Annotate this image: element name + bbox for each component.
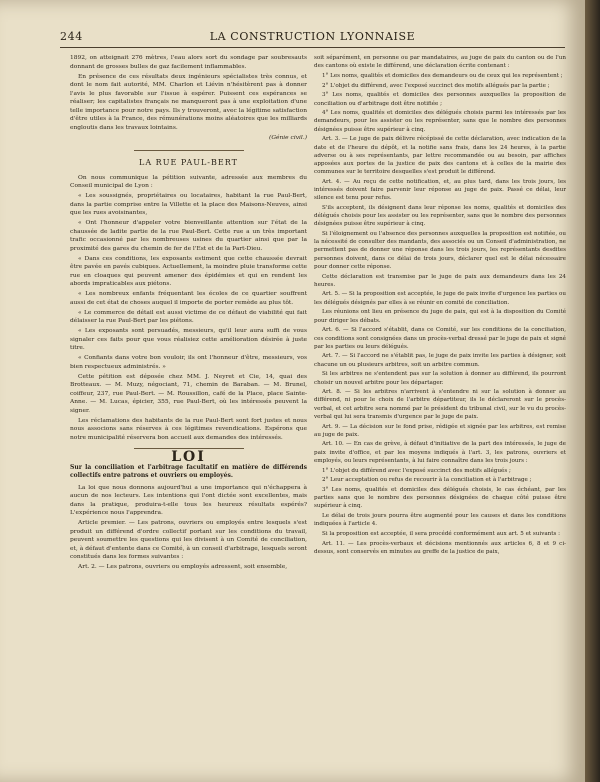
paragraph: Les réclamations des habitants de la rue Paul-Bert sont fort justes et nous nous associons sans réserves à ces légitimes revendications. Espérons que notre municipalité réservera bon accueil aux demandes des intéressés. [70,417,307,441]
paragraph: « Les soussignés, propriétaires ou locataires, habitant la rue Paul-Bert, dans la partie comprise entre la Villette et la place des Maisons-Neuves, ainsi que les rues avoisinantes, [70,193,307,216]
paragraph: Art. 9. — La décision sur le fond prise, rédigée et signée par les arbitres, est remise au juge de paix. [314,423,566,438]
paragraph: Le délai de trois jours pourra être augmenté pour les causes et dans les conditions indiquées à l'article 4. [314,513,566,528]
paragraph: « Le commerce de détail est aussi victime de ce défaut de viabilité qui fait délaisser la rue Paul-Bert par les piétons. [70,309,307,324]
page-number: 244 [60,30,83,43]
left-column [70,54,307,759]
paragraph: 2° L'objet du différend, avec l'exposé succinct des motifs allégués par la partie ; [322,82,550,89]
paragraph: Art. 2. — Les patrons, ouvriers ou employés adressent, soit ensemble, [78,564,288,570]
paragraph: Art. 6. — Si l'accord s'établit, dans ce Comité, sur les conditions de la conciliation, ces conditions sont consignées dans un procès-verbal dressé par le juge de paix et signé par les parties ou leurs délégués. [314,327,566,350]
paragraph: « Confiants dans votre bon vouloir, ils ont l'honneur d'être, messieurs, vos bien respectueux administrés. » [70,355,307,370]
loi-subtitle: Sur la conciliation et l'arbitrage facultatif en matière de différends collectifs entre patrons et ouvriers ou employés. [70,463,307,479]
paragraph: Les réunions ont lieu en présence du juge de paix, qui est à la disposition du Comité pour diriger les débats. [314,309,566,324]
paragraph: 3° Les noms, qualités et domiciles des délégués choisis, le cas échéant, par les parties sans que le nombre des personnes désignées de chaque côté puisse être supérieur à cinq. [314,486,566,510]
right-column [314,54,566,774]
paragraph: soit séparément, en personne ou par mandataires, au juge de paix du canton ou de l'un des cantons où existe le différend, une déclaration écrite contenant : [314,55,566,70]
paragraph: Art. 3. — Le juge de paix délivre récépissé de cette déclaration, avec indication de la date et de l'heure du dépôt, et la notifie sans frais, dans les 24 heures, à la partie adverse ou à ses représentants, par lettre recommandée ou au besoin, par affiches apposées aux portes de la justice de paix des cantons et à celles de la mairie des communes sur le territoire desquelles s'est produit le différend. [314,136,566,176]
paragraph: Article premier. — Les patrons, ouvriers ou employés entre lesquels s'est produit un différend d'ordre collectif portant sur les conditions du travail, peuvent soumettre les questions qui les divisent à un Comité de conciliation, et, à défaut d'entente dans ce Comité, à un conseil d'arbitrage, lesquels seront constitués dans les formes suivantes : [70,520,307,560]
paragraph: Si l'éloignement ou l'absence des personnes auxquelles la proposition est notifiée, ou la nécessité de consulter des mandants, des associés ou un Conseil d'administration, ne permettent pas de donner une réponse dans les trois jours, les représentants desdites personnes doivent, dans ce délai de trois jours, déclarer quel est le délai nécessaire pour donner cette réponse. [314,231,566,270]
paragraph: 1892, on atteignait 276 mètres, l'eau alors sort du sondage par soubresauts donnant de grosses bulles de gaz facilement inflammables. [70,55,307,70]
paragraph: « Dans ces conditions, les exposants estiment que cette chaussée devrait être pavée en pavés cubiques. Actuellement, la moindre pluie transforme cette rue en cloaques qui peuvent amener des épidémies et qui en rendent les abords impraticables aux piétons. [70,255,307,287]
paragraph: Si la proposition est acceptée, il sera procédé conformément aux art. 5 et suivants : [322,530,561,537]
paragraph: 1° L'objet du différend avec l'exposé succinct des motifs allégués ; [322,467,511,474]
paragraph: 3° Les noms, qualités et domiciles des personnes auxquelles la proposition de conciliation ou d'arbitrage doit être notifiée ; [314,92,566,107]
book-spine [585,0,600,782]
paragraph: « Les nombreux enfants fréquentant les écoles de ce quartier souffrent aussi de cet état de choses auquel il importe de porter remède au plus tôt. [70,291,307,306]
paragraph: 1° Les noms, qualités et domiciles des demandeurs ou de ceux qui les représentent ; [322,72,563,79]
paragraph: 2° Leur acceptation ou refus de recourir à la conciliation et à l'arbitrage ; [322,477,532,484]
paragraph: Si les arbitres ne s'entendent pas sur la solution à donner au différend, ils pourront choisir un nouvel arbitre pour les départager. [314,371,566,386]
paragraph: Cette pétition est déposée chez MM. J. Neyret et Cie, 14, quai des Brotteaux. — M. Muzy, négociant, 71, chemin de Baraban. — M. Brunel, coiffeur, 237, rue Paul-Bert. — M. Roussillon, café de la Place, place Sainte-Anne. — M. Lucas, épicier, 355, rue Paul-Bert, où les intéressés peuvent la signer. [70,373,307,414]
paragraph: Art. 10. — En cas de grève, à défaut d'initiative de la part des intéressés, le juge de paix invite d'office, et par les moyens indiqués à l'art. 3, les patrons, ouvriers et employés, ou leurs représentants, à lui faire connaître dans les trois jours : [314,441,566,464]
paragraph: Art. 7. — Si l'accord ne s'établit pas, le juge de paix invite les parties à désigner, soit chacune un ou plusieurs arbitres, soit un arbitre commun. [314,353,566,368]
paragraph: Cette déclaration est transmise par le juge de paix aux demandeurs dans les 24 heures. [314,273,566,288]
journal-title: LA CONSTRUCTION LYONNAISE [209,30,416,43]
paragraph: Art. 8. — Si les arbitres n'arrivent à s'entendre ni sur la solution à donner au différend, ni pour le choix de l'arbitre départiteur, ils le déclareront sur le procès-verbal, et cet arbitre sera nommé par le président du tribunal civil, sur le vu du procès-verbal qui lui sera transmis d'urgence par le juge de paix. [314,389,566,420]
paragraph: « Ont l'honneur d'appeler votre bienveillante attention sur l'état de la chaussée de ladite partie de la rue Paul-Bert. Cette rue a un très important trafic occasionné par les nombreuses usines du quartier ainsi que par la proximité des gares du chemin de fer de l'Est et de la Part-Dieu. [70,220,307,252]
section-title-rue-paul-bert: LA RUE PAUL-BERT [70,150,307,168]
paragraph: En présence de ces résultats deux ingénieurs spécialistes très connus, et dont le nom fait autorité, MM. Charlon et Liévin n'hésitèrent pas à donner l'avis le plus favorable sur l'issue à espérer. Puissent ces espérances se réaliser; les capitalistes français ne manqueront pas à une exploitation d'une telle importance pour notre pays. Ils y trouveront, avec la légitime satisfaction d'être utiles à la France, des rémunérations moins aléatoires que les milliards engloutis dans les travaux lointains. [70,73,307,131]
paragraph: « Les exposants sont persuadés, messieurs, qu'il leur aura suffi de vous signaler ces faits pour que vous réalisiez cette amélioration désirée à juste titre. [70,328,307,351]
source-signature: (Génie civil.) [269,134,307,141]
paragraph: 4° Les noms, qualités et domiciles des délégués choisis parmi les intéressés par les demandeurs, pour les assister ou les représenter, sans que le nombre des personnes désignées puisse être supérieur à cinq. [314,110,566,133]
page-header [60,30,565,46]
paragraph: Art. 4. — Au reçu de cette notification, et, au plus tard, dans les trois jours, les intéressés doivent faire parvenir leur réponse au juge de paix. Passé ce délai, leur silence est tenu pour refus. [314,178,566,202]
paragraph: La loi que nous donnons aujourd'hui a une importance qui n'échappera à aucun de nos lecteurs. Les intentions qui l'ont dictée sont excellentes, mais dans la pratique, produira-t-elle tous les heureux résultats espérés? L'expérience nous l'apprendra. [70,484,307,516]
paragraph: On nous communique la pétition suivante, adressée aux membres du Conseil municipal de Lyon : [70,174,307,189]
paragraph: Art. 11. — Les procès-verbaux et décisions mentionnés aux articles 6, 8 et 9 ci-dessus, sont conservés en minutes au greffe de la justice de paix, [314,540,566,555]
paragraph: S'ils acceptent, ils désignent dans leur réponse les noms, qualités et domiciles des délégués choisis pour les assister ou les représenter, sans que le nombre des personnes désignées puisse être supérieur à cinq. [314,204,566,228]
header-rule [60,47,565,48]
paragraph: Art. 5. — Si la proposition est acceptée, le juge de paix invite d'urgence les parties ou les délégués désignés par elles à se réunir en comité de conciliation. [314,291,566,306]
section-title-loi: LOI [171,449,206,465]
